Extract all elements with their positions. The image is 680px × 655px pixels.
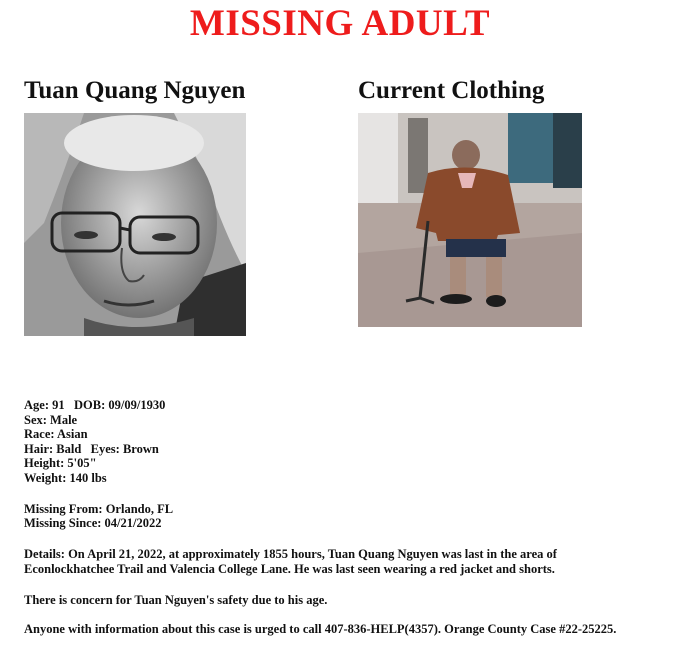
hair-value: Hair: Bald <box>24 441 82 456</box>
missing-from-value: Missing From: Orlando, FL <box>24 501 174 516</box>
clothing-illustration <box>358 113 582 327</box>
details-line-1: Details: On April 21, 2022, at approximately 1855 hours, Tuan Quang Nguyen was last in the area of <box>24 547 557 561</box>
portrait-illustration <box>24 113 246 336</box>
poster-title: MISSING ADULT <box>189 3 491 44</box>
clothing-heading: Current Clothing <box>358 77 545 104</box>
description-list <box>24 398 173 531</box>
age-dob-row <box>24 398 173 413</box>
clothing-photo <box>358 113 582 327</box>
dob-value: DOB: 09/09/1930 <box>74 398 166 412</box>
eyes-value: Eyes: Brown <box>90 441 159 456</box>
hair-eyes-row <box>24 442 173 457</box>
weight-value: Weight: 140 lbs <box>24 470 107 485</box>
details-line-2: Econlockhatchee Trail and Valencia College Lane. He was last seen wearing a red jacket and shorts. <box>24 562 555 576</box>
sex-value: Sex: Male <box>24 412 78 427</box>
contact-paragraph: Anyone with information about this case is urged to call 407-836-HELP(4357). Orange County Case #22-25225. <box>24 622 617 636</box>
height-value: Height: 5'05" <box>24 456 97 471</box>
age-value: Age: 91 <box>24 398 65 412</box>
person-name-heading: Tuan Quang Nguyen <box>24 77 246 104</box>
concern-paragraph: There is concern for Tuan Nguyen's safety due to his age. <box>24 593 328 607</box>
portrait-photo <box>24 113 246 336</box>
race-value: Race: Asian <box>24 427 88 442</box>
missing-since-value: Missing Since: 04/21/2022 <box>24 516 162 531</box>
details-paragraph <box>24 547 664 577</box>
